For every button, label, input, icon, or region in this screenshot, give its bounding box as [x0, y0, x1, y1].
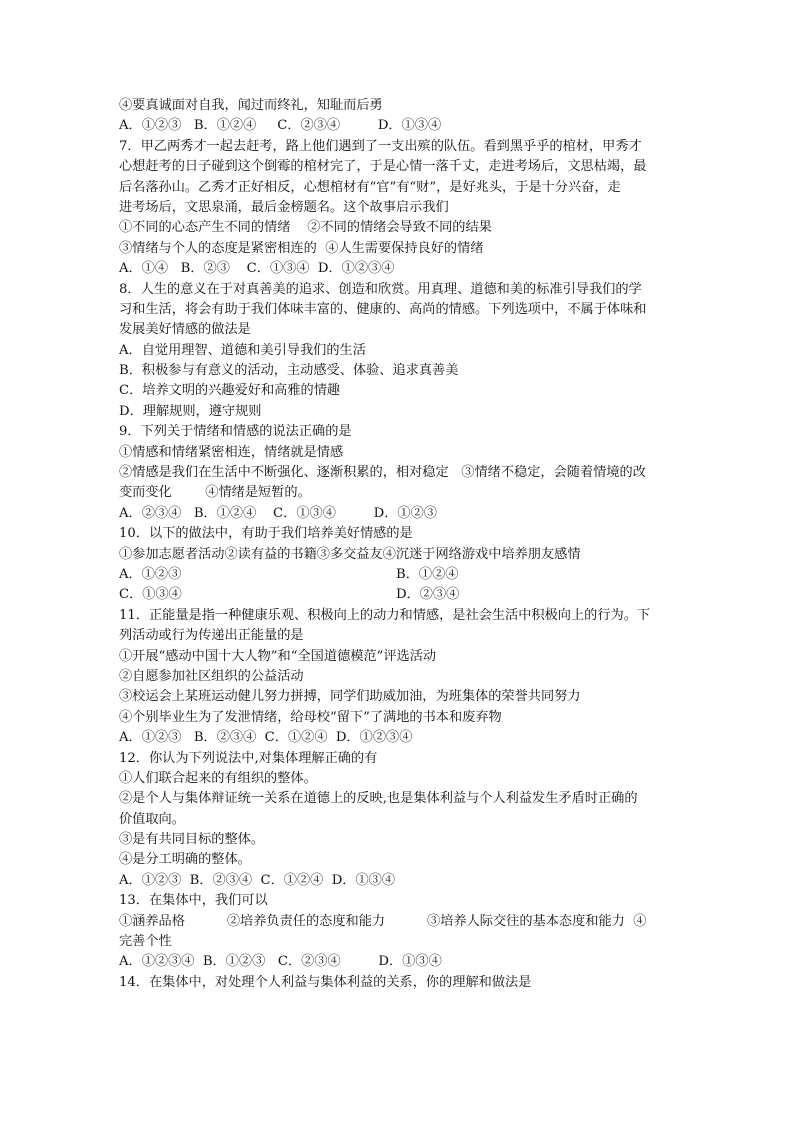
statement-line: ①开展“感动中国十大人物”和“全国道德模范”评选活动	[119, 648, 437, 664]
text-line: 后名落孙山。乙秀才正好相反，心想棺材有“官”有“财”，是好兆头，于是十分兴奋，走	[119, 179, 621, 195]
statement-line: ①不同的心态产生不同的情绪 ②不同的情绪会导致不同的结果	[119, 220, 492, 236]
statement-line: ③是有共同目标的整体。	[119, 832, 265, 848]
option-d: D．②③④	[396, 587, 460, 603]
statement-line: ③情绪与个人的态度是紧密相连的 ④人生需要保持良好的情绪	[119, 240, 484, 256]
question-14-stem: 14．在集体中，对处理个人利益与集体利益的关系，你的理解和做法是	[119, 974, 532, 990]
answer-options-row	[119, 585, 679, 605]
answer-options-line: A．①②③ B．①②④ C．②③④ D．①③④	[119, 118, 442, 134]
statement-line: ②是个人与集体辩证统一关系在道德上的反映,也是集体利益与个人利益发生矛盾时正确的	[119, 791, 638, 807]
text-line: 心想赶考的日子碰到这个倒霉的棺材完了，于是心情一落千丈，走进考场后，文思枯竭，最	[119, 159, 647, 175]
answer-options-line: A．①②③ B．②③④ C．①②④ D．①③④	[119, 872, 396, 888]
answer-options-line: A．①④ B．②③ C．①③④ D．①②③④	[119, 261, 395, 277]
option-a: A．①②③	[119, 566, 182, 582]
question-11-stem: 11．正能量是指一种健康乐观、积极向上的动力和情感，是社会生活中积极向上的行为。下	[119, 607, 651, 623]
statement-line: ③校运会上某班运动健儿努力拼搏，同学们助威加油，为班集体的荣誉共同努力	[119, 689, 581, 705]
option-a: A．自觉用理智、道德和美引导我们的生活	[119, 342, 366, 358]
text-line: 进考场后，文思泉涌，最后金榜题名。这个故事启示我们	[119, 199, 449, 215]
statement-line: ①情感和情绪紧密相连，情绪就是情感	[119, 444, 344, 460]
statement-line: 变而变化 ④情绪是短暂的。	[119, 485, 311, 501]
option-b: B．①②④	[396, 566, 459, 582]
question-12-stem: 12．你认为下列说法中,对集体理解正确的有	[119, 750, 378, 766]
question-13-stem: 13．在集体中，我们可以	[119, 893, 268, 909]
statement-line: ①涵养品格 ②培养负责任的态度和能力 ③培养人际交往的基本态度和能力 ④	[119, 913, 647, 929]
statement-line: 价值取向。	[119, 811, 185, 827]
question-7-stem: 7．甲乙两秀才一起去赶考，路上他们遇到了一支出殡的队伍。看到黑乎乎的棺材，甲秀才	[119, 138, 642, 154]
question-9-stem: 9．下列关于情绪和情感的说法正确的是	[119, 424, 352, 440]
statement-line: ②自愿参加社区组织的公益活动	[119, 668, 304, 684]
statement-line: ②情感是我们在生活中不断强化、逐渐积累的，相对稳定 ③情绪不稳定，会随着情境的改	[119, 465, 646, 481]
answer-options-line: A．①②③④ B．①②③ C．②③④ D．①③④	[119, 954, 442, 970]
text-line: 习和生活，将会有助于我们体味丰富的、健康的、高尚的情感。下列选项中，不属于体味和	[119, 301, 647, 317]
answer-options-line: A．②③④ B．①②④ C．①③④ D．①②③	[119, 505, 437, 521]
statement-line: ①人们联合起来的有组织的整体。	[119, 770, 317, 786]
option-b: B．积极参与有意义的活动，主动感受、体验、追求真善美	[119, 363, 459, 379]
statement-line: ①参加志愿者活动②读有益的书籍③多交益友④沉迷于网络游戏中培养朋友感情	[119, 546, 581, 562]
option-c: C．培养文明的兴趣爱好和高雅的情趣	[119, 383, 341, 399]
text-line: ④要真诚面对自我，闻过而终礼，知耻而后勇	[119, 98, 383, 113]
option-c: C．①③④	[119, 587, 182, 603]
answer-options-line: A．①②③ B．②③④ C．①②④ D．①②③④	[119, 730, 413, 746]
text-line: 发展美好情感的做法是	[119, 322, 251, 338]
question-8-stem: 8．人生的意义在于对真善美的追求、创造和欣赏。用真理、道德和美的标准引导我们的学	[119, 281, 642, 297]
answer-options-row	[119, 565, 679, 585]
text-line: 列活动或行为传递出正能量的是	[119, 628, 304, 644]
statement-line: ④个别毕业生为了发泄情绪，给母校“留下”了满地的书本和废弃物	[119, 709, 502, 725]
question-text-block	[119, 96, 679, 993]
option-d: D．理解规则，遵守规则	[119, 403, 262, 419]
statement-line: 完善个性	[119, 934, 172, 950]
statement-line: ④是分工明确的整体。	[119, 852, 251, 868]
question-10-stem: 10．以下的做法中，有助于我们培养美好情感的是	[119, 526, 413, 542]
